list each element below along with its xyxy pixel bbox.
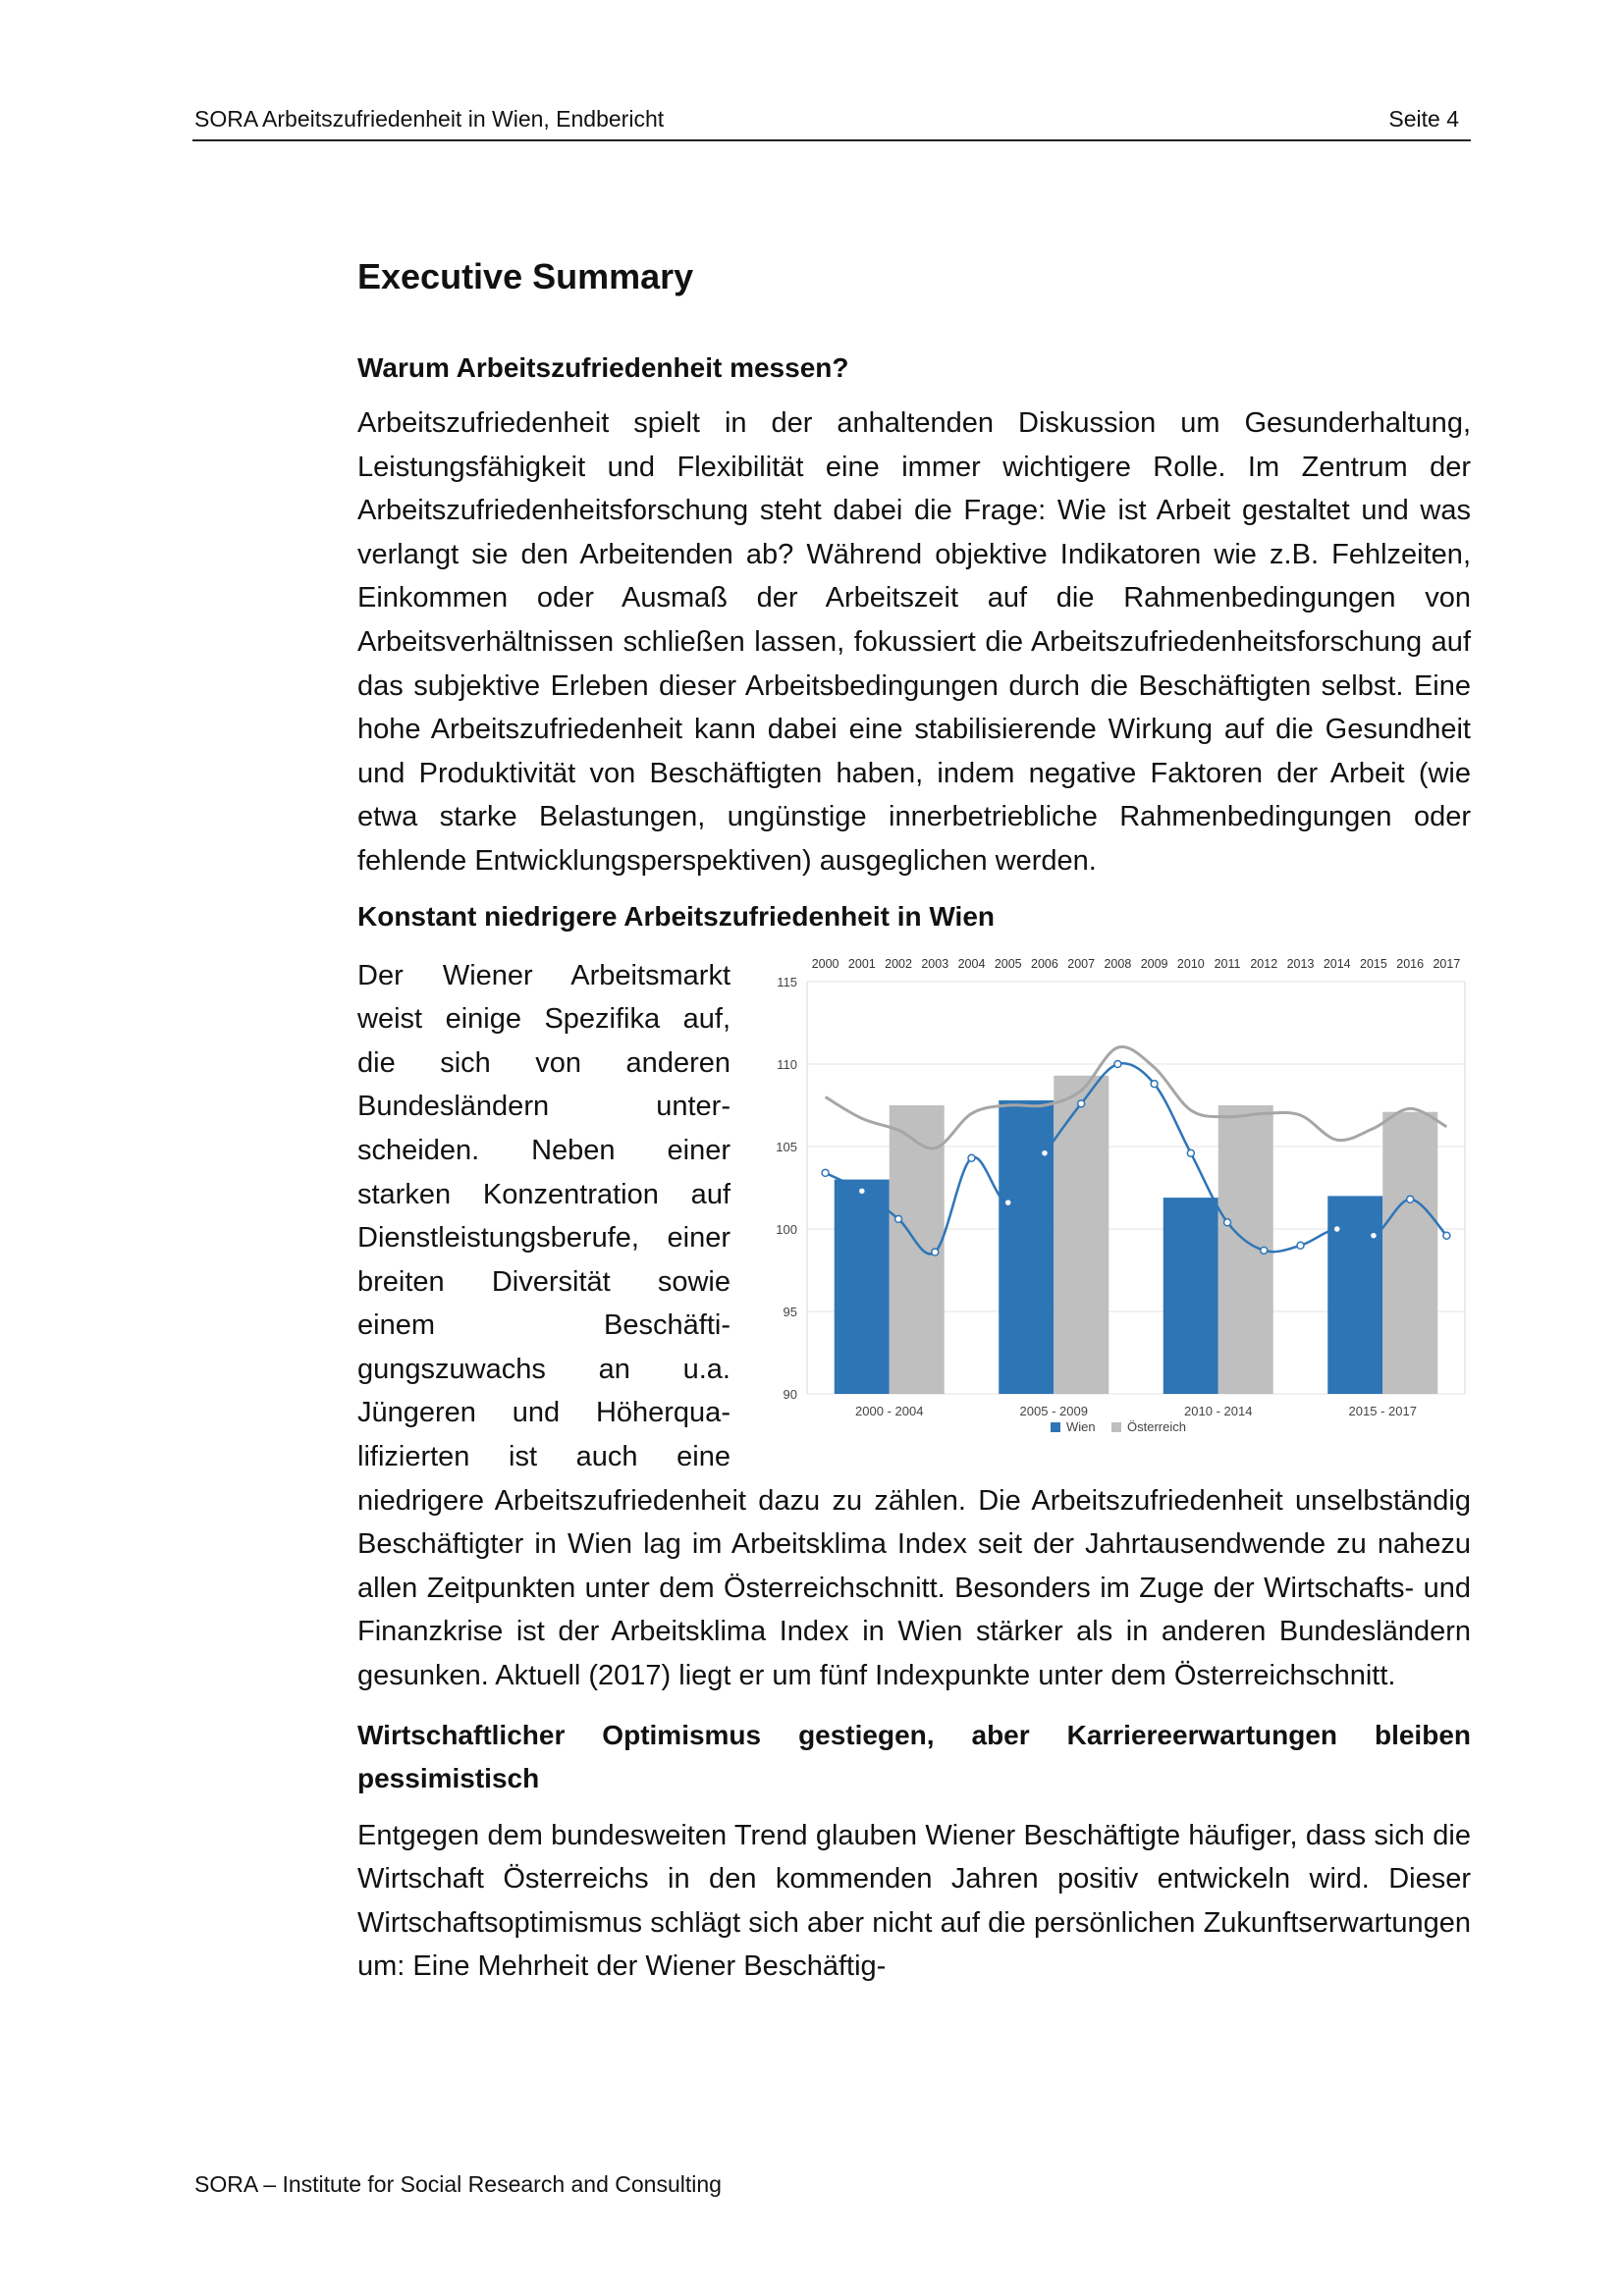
year-label: 2016 <box>1396 956 1425 971</box>
section-2-body <box>357 954 1471 1698</box>
year-label: 2005 <box>994 956 1022 971</box>
year-label: 2006 <box>1031 956 1058 971</box>
year-label: 2012 <box>1250 956 1278 971</box>
point-wien <box>1443 1232 1450 1239</box>
page-header <box>192 102 1471 141</box>
legend-label-wien: Wien <box>1066 1418 1096 1434</box>
y-tick-label: 110 <box>777 1056 797 1072</box>
point-wien <box>1370 1232 1377 1239</box>
x-tick-label: 2005 - 2009 <box>1019 1403 1088 1418</box>
section-paragraph-1: Arbeitszufriedenheit spielt in der anhaltenden Diskussion um Gesunderhaltung, Leistungsfähigkeit und Flexibilität eine immer wichtigere Rolle. Im Zentrum der Arbeitszufriedenheitsforschung steht dabei die Frage: Wie ist Arbeit gestaltet und was verlangt sie den Arbeitenden ab? Während objektive Indikatoren wie z.B. Fehlzeiten, Einkommen oder Ausmaß der Arbeitszeit auf die Rahmenbedingungen von Arbeitsverhältnissen schließen lassen, fokussiert die Arbeitszufriedenheitsforschung auf das subjektive Erleben dieser Arbeitsbedingungen durch die Beschäftigten selbst. Eine hohe Arbeitszufriedenheit kann dabei eine stabilisierende Wirkung auf die Gesundheit und Produktivität von Beschäftigten haben, indem negative Faktoren der Arbeit (wie etwa starke Belastungen, ungünstige innerbetriebliche Rahmenbedingungen oder fehlende Entwicklungsperspektiven) ausgeglichen werden. <box>357 407 1471 877</box>
header-title: SORA Arbeitszufriedenheit in Wien, Endbericht <box>194 106 665 132</box>
point-wien <box>1297 1242 1304 1249</box>
legend-swatch-wien <box>1051 1422 1060 1432</box>
page-number: Seite 4 <box>1388 106 1459 132</box>
point-wien <box>822 1169 829 1176</box>
year-label: 2014 <box>1323 956 1351 971</box>
year-label: 2000 <box>811 956 839 971</box>
point-wien <box>858 1187 865 1194</box>
point-wien <box>968 1154 975 1161</box>
x-tick-label: 2000 - 2004 <box>855 1403 924 1418</box>
year-label: 2001 <box>847 956 876 971</box>
y-tick-label: 100 <box>776 1221 797 1237</box>
bar-wien <box>999 1099 1054 1393</box>
section-paragraph-3: Entgegen dem bundesweiten Trend glauben Wiener Beschäftigte häufiger, dass sich die Wirtschaft Österreichs in den kommenden Jahren positiv entwickeln wird. Dieser Wirtschaftsoptimismus schlägt sich aber nicht auf die persönlichen Zukunftserwartungen um: Eine Mehrheit der Wiener Beschäftig- <box>357 1819 1471 1983</box>
year-label: 2004 <box>957 956 986 971</box>
point-wien <box>1041 1149 1048 1156</box>
point-wien <box>1078 1099 1085 1106</box>
y-tick-label: 105 <box>776 1139 797 1154</box>
year-label: 2008 <box>1104 956 1132 971</box>
point-wien <box>1333 1225 1340 1232</box>
point-wien <box>1114 1060 1121 1067</box>
bar-oesterreich <box>1054 1075 1109 1393</box>
year-label: 2009 <box>1140 956 1168 971</box>
point-wien <box>1407 1196 1414 1202</box>
bar-wien <box>1163 1198 1218 1394</box>
point-wien <box>1224 1218 1231 1225</box>
section-title: Executive Summary <box>357 256 694 296</box>
main-content <box>357 250 1471 1989</box>
legend-label-oesterreich: Österreich <box>1127 1418 1186 1434</box>
y-tick-label: 90 <box>783 1386 797 1402</box>
y-tick-label: 115 <box>777 974 797 989</box>
year-label: 2015 <box>1360 956 1387 971</box>
page-footer: SORA – Institute for Social Research and Consulting <box>194 2171 722 2197</box>
point-wien <box>1261 1247 1268 1254</box>
point-wien <box>932 1249 939 1255</box>
x-tick-label: 2015 - 2017 <box>1348 1403 1417 1418</box>
arbeitsklima-chart <box>756 942 1483 1453</box>
year-label: 2010 <box>1176 956 1205 971</box>
section-paragraph-2: Der Wiener Arbeitsmarkt weist einige Spezifika auf, die sich von anderen Bundesländern unterscheiden. Neben einer starken Konzentration auf Dienstleistungsberufe, einer breiten Diversität sowie einem Beschäftigungszuwachs an u.a. Jüngeren und Höherqualifizierten ist auch eine niedrigere Arbeitszufriedenheit dazu zu zählen. Die Arbeitszufriedenheit unselbständig Beschäftigter in Wien lag im Arbeitsklima Index seit der Jahrtausendwende zu nahezu allen Zeitpunkten unter dem Österreichschnitt. Besonders im Zuge der Wirtschafts- und Finanzkrise ist der Arbeitsklima Index in Wien stärker als in anderen Bundesländern gesunken. Aktuell (2017) liegt er um fünf Indexpunkte unter dem Österreichschnitt. <box>357 959 1471 1692</box>
point-wien <box>1187 1149 1194 1156</box>
bar-wien <box>835 1179 890 1393</box>
point-wien <box>1151 1080 1158 1087</box>
point-wien <box>895 1215 902 1222</box>
section-heading-1: Warum Arbeitszufriedenheit messen? <box>357 352 849 383</box>
year-label: 2003 <box>921 956 949 971</box>
chart-container <box>756 942 1483 1453</box>
year-label: 2002 <box>885 956 912 971</box>
bar-oesterreich <box>1382 1111 1437 1393</box>
section-heading-3: Wirtschaftlicher Optimismus gestiegen, aber Karriereerwartungen bleiben pessimistisch <box>357 1719 1471 1793</box>
x-tick-label: 2010 - 2014 <box>1184 1403 1253 1418</box>
year-label: 2011 <box>1214 956 1241 971</box>
year-label: 2013 <box>1286 956 1315 971</box>
y-tick-label: 95 <box>783 1304 797 1319</box>
section-heading-2: Konstant niedrigere Arbeitszufriedenheit in Wien <box>357 900 996 932</box>
legend-swatch-oesterreich <box>1111 1422 1121 1432</box>
year-label: 2017 <box>1433 956 1461 971</box>
point-wien <box>1004 1199 1011 1205</box>
year-label: 2007 <box>1067 956 1096 971</box>
